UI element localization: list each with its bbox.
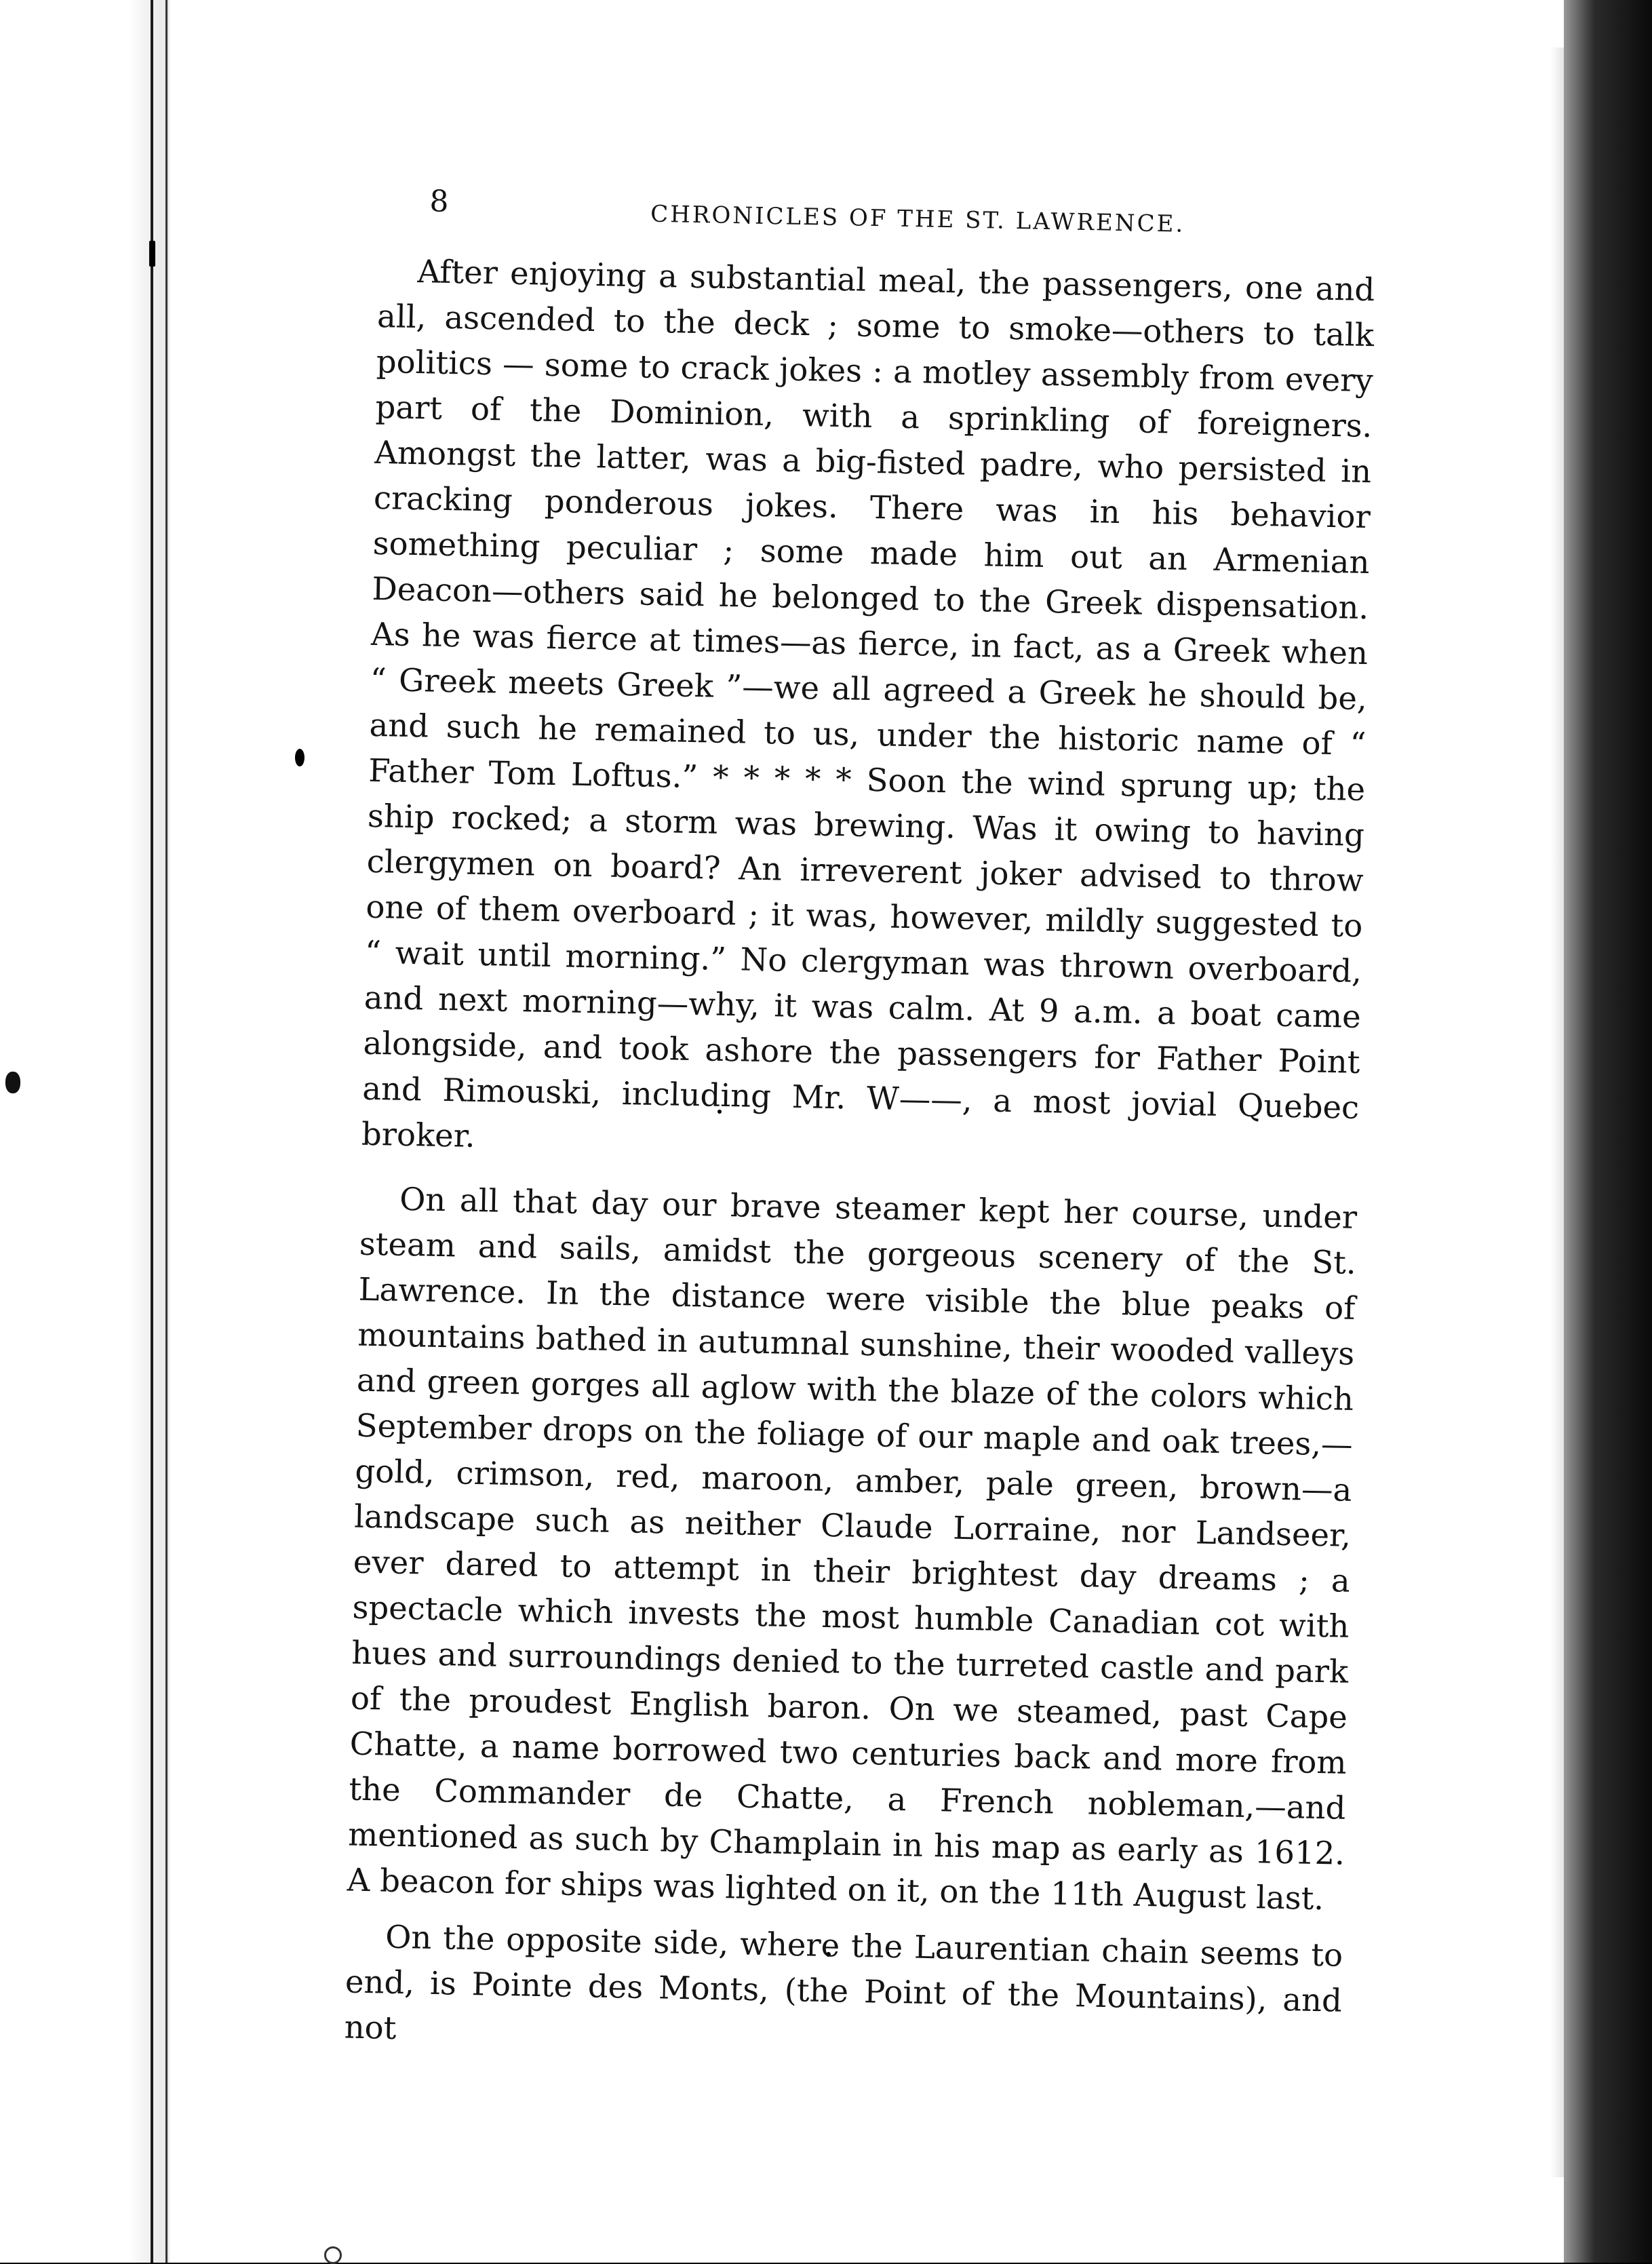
binding-line (151, 0, 153, 2263)
margin-ink-mark (295, 749, 304, 766)
paragraph: On the opposite side, where the Laurentian chain seems to end, is Pointe des Monts, (the Point of the Mountains), and not (344, 1918, 1343, 2046)
running-head-title: CHRONICLES OF THE ST. LAWRENCE. (650, 200, 1185, 238)
page-number: 8 (429, 184, 449, 219)
binding-line-inner (165, 0, 168, 2263)
scan-speck (149, 241, 155, 267)
running-header (379, 183, 1397, 250)
page-text-block (344, 183, 1397, 2069)
hole-punch-mark (5, 1072, 20, 1093)
paragraph: On all that day our brave steamer kept her course, under steam and sails, amidst the gorgeous scenery of the St. Lawrence. In the distance were visible the blue peaks of mountains bathed in autumnal sunshine, their wooded valleys and green gorges all aglow with the blaze of the colors which September drops on the foliage of our maple and oak trees,—gold, crimson, red, maroon, amber, pale green, brown—a landscape such as neither Claude Lorraine, nor Landseer, ever dared to attempt in their brightest day dreams ; a spectacle which invests the most humble Canadian cot with hues and surroundings denied to the turreted castle and park of the proudest English baron. On we steamed, past Cape Chatte, a name borrowed two centuries back and more from the Commander de Chatte, a French nobleman,—and mentioned as such by Champlain in his map as early as 1612. A beacon for ships was lighted on it, on the 11th August last. (347, 1180, 1358, 1917)
paragraph: After enjoying a substantial meal, the passengers, one and all, ascended to the deck ; some to smoke—others to talk politics — some to crack jokes : a motley assembly from every part of the Dominion, with a sprinkling of foreigners. Amongst the latter, was a big-fisted padre, who persisted in cracking ponderous jokes. There was in his behavior something peculiar ; some made him out an Armenian Deacon—others said he belonged to the Greek dispensation. As he was fierce at times—as fierce, in fact, as a Greek when “ Greek meets Greek ”—we all agreed a Greek he should be, and such he remained to us, under the historic name of “ Father Tom Loftus.” * * * * * Soon the wind sprung up; the ship rocked; a storm was brewing. Was it owing to having clergymen on board? An irreverent joker advised to throw one of them overboard ; it was, however, mildly suggested to “ wait until morning.” No clergyman was thrown overboard, and next morning—why, it was calm. At 9 a.m. a boat came alongside, and took ashore the passengers for Father Point and Rimouski, including Mr. W——, a most jovial Quebec broker. (361, 253, 1375, 1154)
scan-speck (324, 2246, 342, 2264)
binding-shadow (129, 0, 170, 2263)
right-page-shadow (1564, 0, 1652, 2263)
